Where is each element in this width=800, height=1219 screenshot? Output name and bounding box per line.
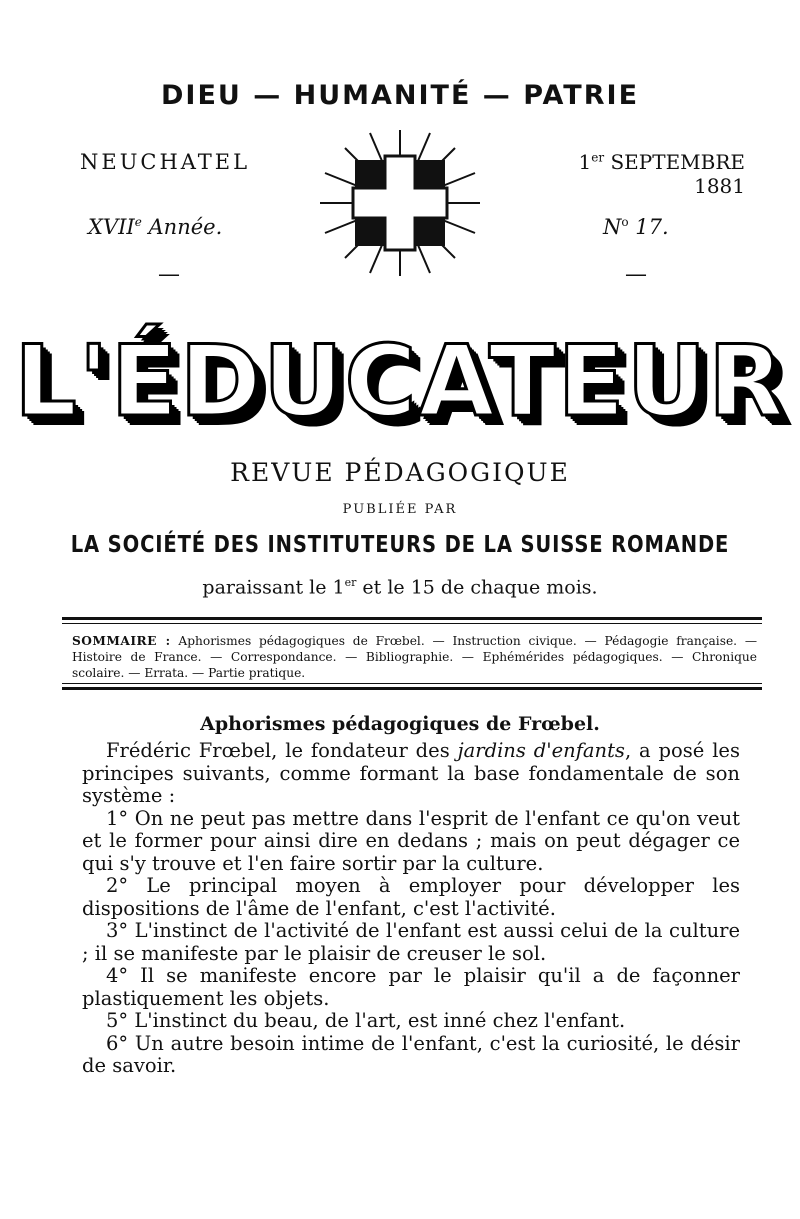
published-by: PUBLIÉE PAR: [342, 502, 458, 517]
swiss-cross-sunburst-icon: [315, 128, 485, 278]
issue-sup: o: [621, 215, 629, 229]
aphorism-4: 4° Il se manifeste encore par le plaisir qu'il a de façonner plastiquement les objets.: [82, 964, 740, 1010]
aphorism-6: 6° Un autre besoin intime de l'enfant, c'est la curiosité, le désir de savoir.: [82, 1031, 740, 1077]
summary: [72, 633, 757, 681]
divider-bottom: [62, 687, 762, 690]
year-sup: e: [134, 215, 142, 229]
issue-date: [540, 150, 745, 198]
dash-right: —: [625, 262, 647, 287]
date-rest: SEPTEMBRE 1881: [604, 150, 745, 198]
intro-text-a: Frédéric Frœbel, le fondateur des: [106, 739, 458, 762]
issue-prefix: N: [603, 215, 622, 239]
year-rest: Année.: [141, 215, 223, 239]
issue-number: [603, 215, 669, 239]
city: NEUCHATEL: [80, 150, 251, 174]
motto: DIEU — HUMANITÉ — PATRIE: [160, 80, 640, 111]
intro-italic: jardins d'enfants: [457, 739, 625, 762]
masthead-title: L'ÉDUCATEUR: [14, 325, 786, 439]
year-label: XVII: [88, 215, 135, 239]
article-title: Aphorismes pédagogiques de Frœbel.: [200, 713, 600, 735]
article-body: [82, 740, 740, 1078]
volume-year: [88, 215, 222, 239]
intro-text-b: , a posé les principes suivants, comme formant la base fondamentale de son système :: [82, 739, 740, 807]
aphorism-5: 5° L'instinct du beau, de l'art, est inné chez l'enfant.: [106, 1009, 626, 1032]
society-name: LA SOCIÉTÉ DES INSTITUTEURS DE LA SUISSE ROMANDE: [70, 532, 730, 558]
aphorism-1: 1° On ne peut pas mettre dans l'esprit de l'enfant ce qu'on veut et le former pour ainsi dire en dedans ; mais on peut dégager ce qui s'y trouve et l'en faire sortir par la culture.: [82, 806, 740, 875]
divider-top-thin: [62, 623, 762, 624]
subtitle: REVUE PÉDAGOGIQUE: [230, 458, 570, 487]
aphorism-2: 2° Le principal moyen à employer pour développer les dispositions de l'âme de l'enfant, c'est l'activité.: [82, 874, 740, 920]
freq-sup: er: [344, 576, 357, 589]
freq-text-b: et le 15 de chaque mois.: [356, 576, 598, 599]
date-day: 1: [578, 150, 592, 174]
issue-value: 17.: [628, 215, 669, 239]
freq-text-a: paraissant le 1: [202, 576, 345, 599]
divider-bottom-thin: [62, 683, 762, 684]
summary-text: Aphorismes pédagogiques de Frœbel. — Instruction civique. — Pédagogie française. — Histoire de France. — Correspondance. — Bibliographie. — Ephémérides pédagogiques. — Chronique scolaire. — Errata. — Partie pratique.: [72, 634, 758, 680]
divider-top: [62, 617, 762, 620]
article-intro: [82, 740, 740, 808]
date-sup: er: [591, 150, 605, 165]
dash-left: —: [158, 262, 180, 287]
summary-label: SOMMAIRE :: [72, 634, 171, 648]
publication-frequency: [0, 576, 800, 598]
aphorism-3: 3° L'instinct de l'activité de l'enfant est aussi celui de la culture ; il se manifeste par le plaisir de creuser le sol.: [82, 919, 740, 965]
